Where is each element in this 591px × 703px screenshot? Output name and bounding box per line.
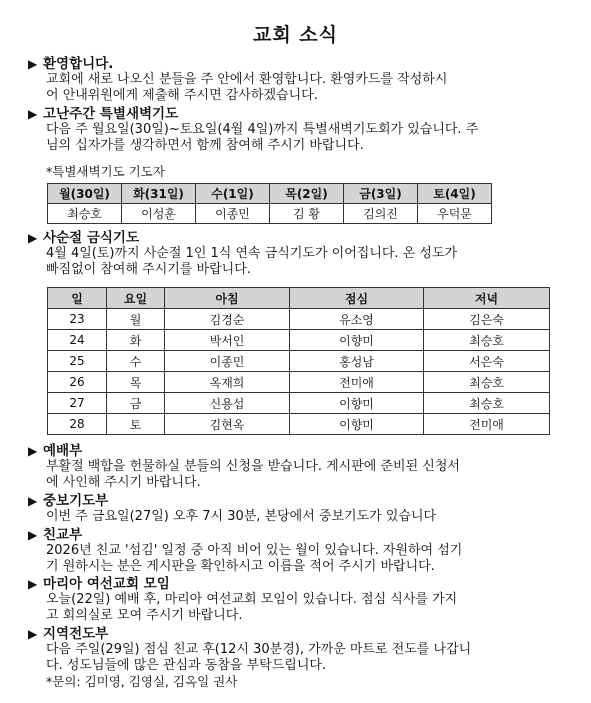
table-cell: 이종민 [196,204,270,224]
section-heading: ▶ 사순절 금식기도 [28,230,139,246]
table-header-cell: 금(3일) [344,184,418,204]
table-header-cell: 일 [48,288,107,309]
section-text-line: 고 회의실로 모여 주시기 바랍니다. [46,608,243,623]
table-cell: 최승호 [424,372,550,393]
section-text-line: 기 원하시는 분은 게시판을 확인하시고 이름을 적어 주시기 바랍니다. [46,559,435,574]
table-row [48,309,550,330]
section-text-line: 2026년 친교 '섬김' 일정 중 아직 비어 있는 월이 있습니다. 자원하여 섬기 [46,543,463,558]
section-heading: ▶ 중보기도부 [28,493,109,509]
table-header-cell: 점심 [290,288,424,309]
table-cell: 월 [107,309,165,330]
table-header-cell: 요일 [107,288,165,309]
section-text-line: 오늘(22일) 예배 후, 마리아 여선교회 모임이 있습니다. 점심 식사를 가지 [46,592,458,607]
table-cell: 신용섭 [165,393,290,414]
table-row [48,393,550,414]
section-intercession [28,493,568,525]
table-cell: 우덕문 [418,204,492,224]
table-row [48,204,492,224]
table-cell: 이성훈 [122,204,196,224]
section-text-line: 님의 십자가를 생각하면서 함께 참여해 주시기 바랍니다. [46,138,364,153]
table-cell: 전미애 [424,414,550,435]
arrow-icon: ▶ [28,231,38,245]
section-worship [28,443,568,491]
section-lent-fasting [28,230,568,278]
table-cell: 서은숙 [424,351,550,372]
table-cell: 목 [107,372,165,393]
table-cell: 화 [107,330,165,351]
arrow-icon: ▶ [28,494,38,508]
section-heading: ▶ 지역전도부 [28,626,109,642]
table-cell: 김 황 [270,204,344,224]
table-cell: 전미애 [290,372,424,393]
arrow-icon: ▶ [28,107,38,121]
section-evangelism [28,626,568,690]
page-title: 교회 소식 [252,24,339,46]
table-cell: 금 [107,393,165,414]
arrow-icon: ▶ [28,444,38,458]
table-header-row [48,288,550,309]
table-cell: 26 [48,372,107,393]
table-cell: 김경순 [165,309,290,330]
table-cell: 토 [107,414,165,435]
table-cell: 최승호 [48,204,122,224]
section-heading: ▶ 환영합니다. [28,56,114,72]
section-text-line: 부활절 백합을 헌물하실 분들의 신청을 받습니다. 게시판에 준비된 신청서 [46,459,460,474]
contact-note: *문의: 김미영, 김영실, 김옥일 권사 [46,674,238,689]
table-cell: 23 [48,309,107,330]
section-welcome [28,56,568,104]
prayer-note: *특별새벽기도 기도자 [46,164,165,179]
section-text-line: 어 안내위원에게 제출해 주시면 감사하겠습니다. [46,88,318,103]
arrow-icon: ▶ [28,57,38,71]
arrow-icon: ▶ [28,528,38,542]
table-cell: 이향미 [290,414,424,435]
table-cell: 최승호 [424,393,550,414]
table-cell: 이종민 [165,351,290,372]
table-cell: 김은숙 [424,309,550,330]
table-cell: 28 [48,414,107,435]
section-fellowship [28,527,568,575]
section-passion-week [28,106,568,154]
table-header-cell: 목(2일) [270,184,344,204]
section-text-line: 교회에 새로 나오신 분들을 주 안에서 환영합니다. 환영카드를 작성하시 [46,72,448,87]
section-heading: ▶ 친교부 [28,527,83,543]
table-header-cell: 아침 [165,288,290,309]
table-cell: 홍성남 [290,351,424,372]
section-text-line: 다. 성도님들에 많은 관심과 동참을 부탁드립니다. [46,658,327,673]
table-cell: 이향미 [290,393,424,414]
table-cell: 옥재희 [165,372,290,393]
table-header-cell: 저녁 [424,288,550,309]
section-heading: ▶ 고난주간 특별새벽기도 [28,106,179,122]
table-cell: 25 [48,351,107,372]
table-header-row [48,184,492,204]
table-cell: 27 [48,393,107,414]
arrow-icon: ▶ [28,627,38,641]
table-header-cell: 월(30일) [48,184,122,204]
table-cell: 최승호 [424,330,550,351]
table-cell: 박서인 [165,330,290,351]
table-cell: 김현옥 [165,414,290,435]
table-cell: 수 [107,351,165,372]
section-text-line: 빠짐없이 참여해 주시기를 바랍니다. [46,262,251,277]
table-row [48,330,550,351]
table-header-cell: 수(1일) [196,184,270,204]
fasting-schedule-table [47,287,550,435]
table-row [48,414,550,435]
table-header-cell: 토(4일) [418,184,492,204]
table-header-cell: 화(31일) [122,184,196,204]
table-cell: 24 [48,330,107,351]
section-text-line: 다음 주일(29일) 점심 친교 후(12시 30분경), 가까운 마트로 전도를 나갑니 [46,642,472,657]
section-maria-mission [28,576,568,624]
table-cell: 이향미 [290,330,424,351]
section-text-line: 이번 주 금요일(27일) 오후 7시 30분, 본당에서 중보기도가 있습니다 [46,509,437,524]
section-text-line: 에 사인해 주시기 바랍니다. [46,475,201,490]
table-row [48,372,550,393]
section-heading: ▶ 예배부 [28,443,83,459]
table-cell: 김의진 [344,204,418,224]
section-text-line: 다음 주 월요일(30일)~토요일(4월 4일)까지 특별새벽기도회가 있습니다. 주 [46,122,479,137]
table-cell: 유소영 [290,309,424,330]
section-heading: ▶ 마리아 여선교회 모임 [28,576,170,592]
section-text-line: 4월 4일(토)까지 사순절 1인 1식 연속 금식기도가 이어집니다. 온 성도가 [46,246,458,261]
table-row [48,351,550,372]
prayer-schedule-table [47,183,492,224]
arrow-icon: ▶ [28,577,38,591]
